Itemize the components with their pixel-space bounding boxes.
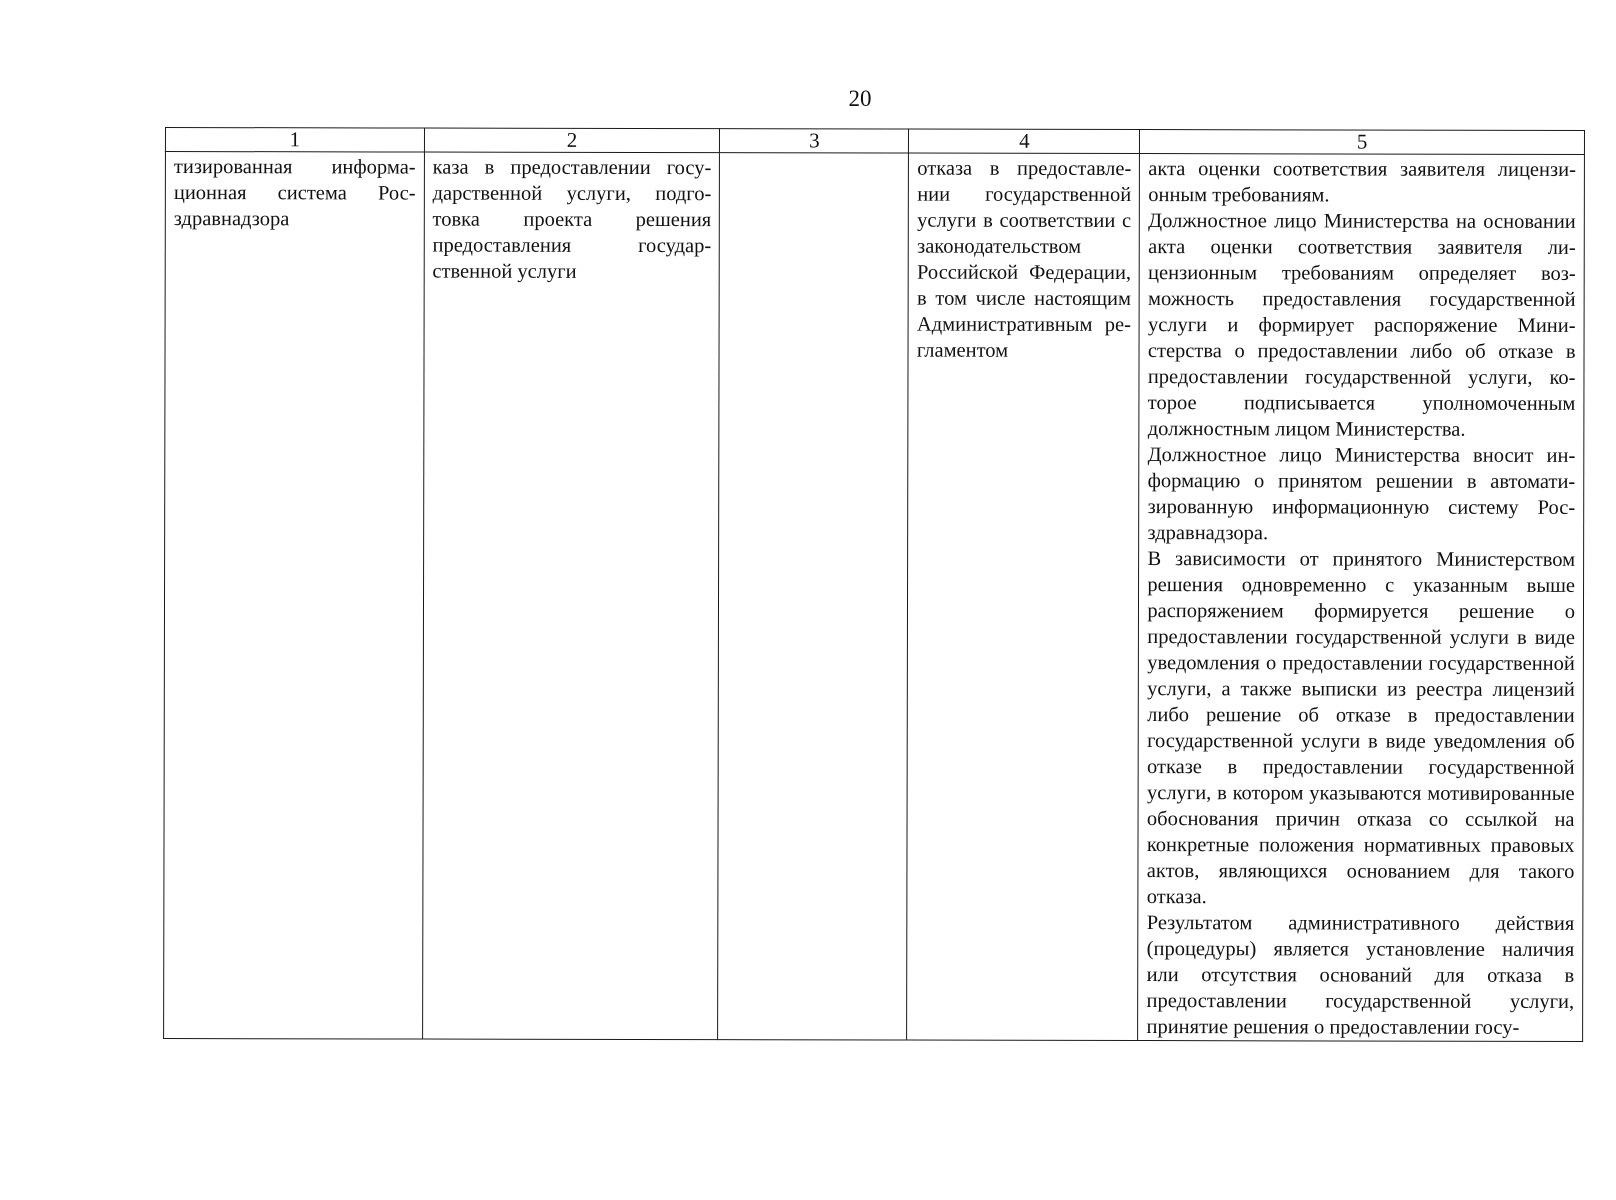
column-header-5: 5: [1140, 130, 1585, 155]
cell-col1-text: тизированная информационная система Росздравнадзора: [173, 156, 416, 231]
cell-col3: [718, 153, 909, 1040]
table-header-row: [165, 128, 1584, 155]
col5-paragraph: Должностное лицо Министерства вносит информацию о принятом решении в автоматизированную информационную систему Росздравнадзора.: [1147, 444, 1576, 545]
col5-paragraph: Результатом административного действия (процедуры) является установление наличия или отсутствия оснований для отказа в предоставлении государственной услуги, принятие решения о предоставлении госу-: [1146, 912, 1575, 1039]
column-header-1: 1: [165, 128, 424, 153]
col5-paragraph: В зависимости от принятого Министерством решения одновременно с указанным выше распоряжением формируется решение о предоставлении государственной услуги в виде уведомления о предоставлении государственной услуги, а также выписки из реестра лицензий либо решение об отказе в предоставлении государственной услуги в виде уведомления об отказе в предоставлении государственной услуги, в котором указываются мотивированные обоснования причин отказа со ссылкой на конкретные положения нормативных правовых актов, являющихся основанием для такого отказа.: [1146, 548, 1576, 909]
col5-paragraph: акта оценки соответствия заявителя лицензионным требованиям.: [1148, 158, 1576, 207]
procedure-table: [163, 127, 1585, 1042]
cell-col2: [422, 152, 720, 1040]
cell-col4: [907, 153, 1140, 1040]
cell-col4-text: отказа в предоставлении государственной услуги в соответствии с законодательством Российской Федерации, в том числе настоящим Административным регламентом: [916, 157, 1132, 362]
cell-col5: [1138, 154, 1584, 1042]
column-header-4: 4: [909, 129, 1140, 153]
cell-col1: [164, 152, 425, 1040]
column-header-2: 2: [424, 128, 720, 153]
column-header-3: 3: [720, 129, 909, 153]
cell-col2-text: каза в предоставлении государственной услуги, подготовка проекта решения предоставления государственной услуги: [432, 156, 712, 283]
page-number: 20: [848, 86, 872, 111]
col5-paragraph: Должностное лицо Министерства на основании акта оценки соответствия заявителя лицензионным требованиям определяет возможность предоставления государственной услуги и формирует распоряжение Министерства о предоставлении либо об отказе в предоставлении государственной услуги, которое подписывается уполномоченным должностным лицом Министерства.: [1147, 210, 1576, 441]
table-row: [164, 152, 1585, 1042]
